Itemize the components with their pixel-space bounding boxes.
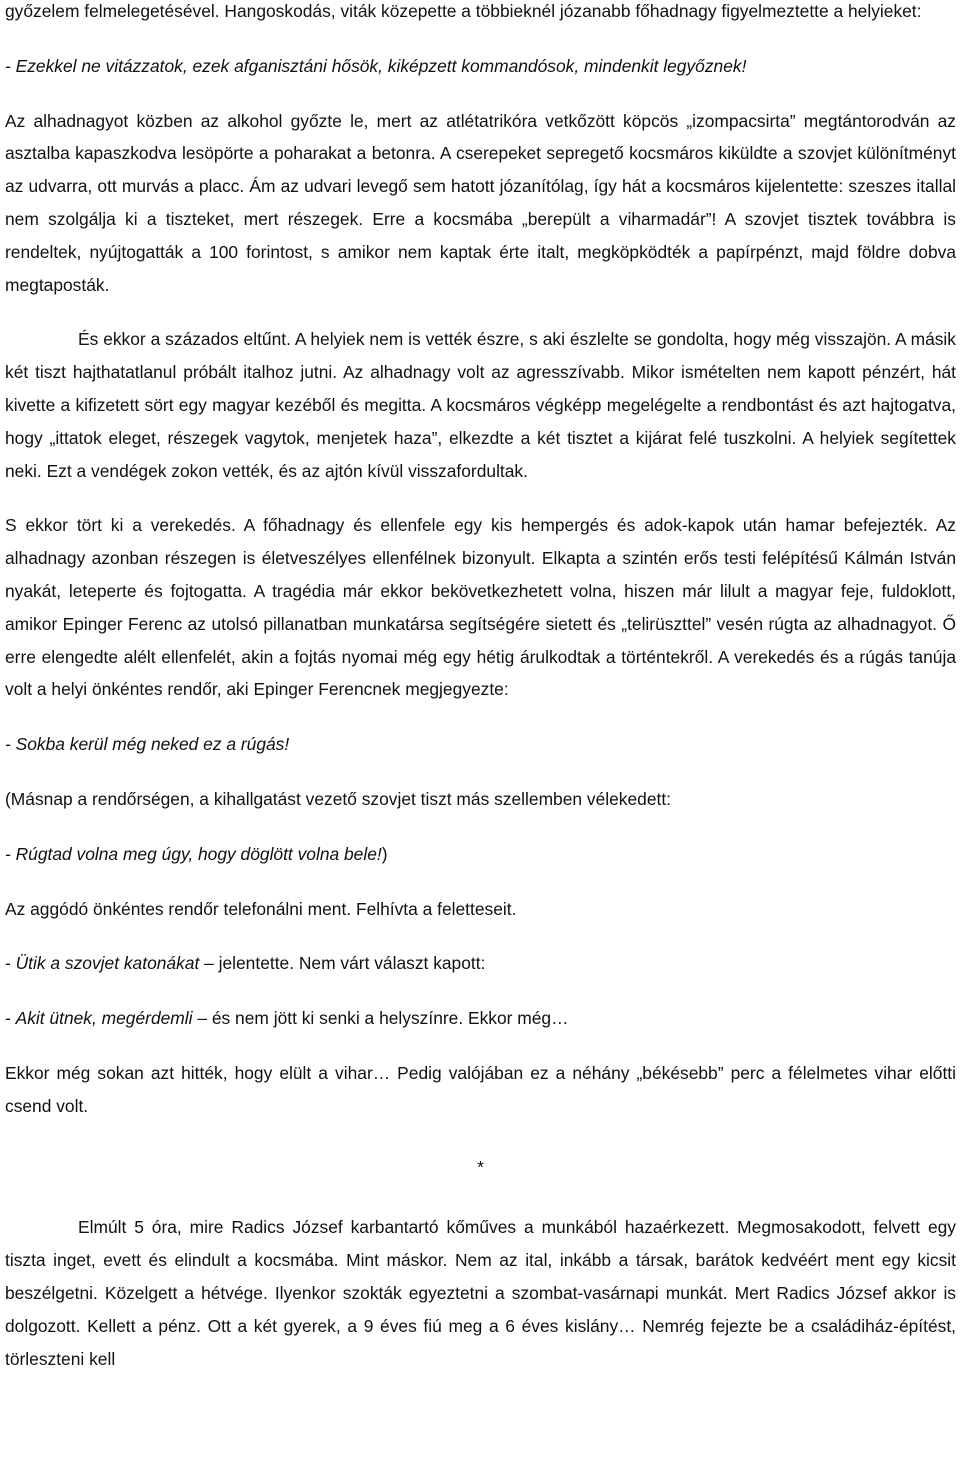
paragraph-5: S ekkor tört ki a verekedés. A főhadnagy és ellenfele egy kis hempergés és adok-kapok után hamar befejezték. Az alhadnagy azonban részegen is életveszélyes ellenfélnek bizonyult. Elkapta a szintén erős testi felépítésű Kálmán István nyakát, leteperte és fojtogatta. A tragédia már ekkor bekövetkezhetett volna, hiszen már lilult a magyar feje, fuldoklott, amikor Epinger Ferenc az utolsó pillanatban munkatársa segítségére sietett és „telirüszttel” vesén rúgta az alhadnagyot. Ő erre elengedte alélt ellenfelét, akin a fojtás nyomai még egy hétig árulkodtak a történtekről. A verekedés és a rúgás tanúja volt a helyi önkéntes rendőr, aki Epinger Ferencnek megjegyezte: xyxy=(5,515,956,700)
paragraph-8-tail: ) xyxy=(381,843,388,864)
paragraph-11-tail: – és nem jött ki senki a helyszínre. Ekkor még… xyxy=(192,1008,569,1029)
paragraph-11-lead: - xyxy=(5,1008,16,1029)
paragraph-1: győzelem felmelegetésével. Hangoskodás, viták közepette a többieknél józanabb főhadnagy figyelmeztette a helyieket: xyxy=(5,1,922,21)
paragraph-10-tail: – jelentette. Nem várt választ kapott: xyxy=(199,953,486,974)
paragraph-6-quote: - Sokba kerül még neked ez a rúgás! xyxy=(5,734,290,755)
paragraph-10-lead: - xyxy=(5,953,16,974)
paragraph-10 xyxy=(5,947,956,980)
paragraph-9: Az aggódó önkéntes rendőr telefonálni ment. Felhívta a feletteseit. xyxy=(5,898,517,919)
paragraph-10-quote: Ütik a szovjet katonákat xyxy=(15,953,200,974)
paragraph-11 xyxy=(5,1002,956,1035)
paragraph-4: És ekkor a százados eltűnt. A helyiek nem is vették észre, s aki észlelte se gondolta, hogy még visszajön. A másik két tiszt hajthatatlanul próbált italhoz jutni. Az alhadnagy volt az agresszívabb. Mikor ismételten nem kapott pénzért, hát kivette a kifizetett sört egy magyar kezéből és megitta. A kocsmáros végképp megelégelte a rendbontást és azt hajtogatva, hogy „ittatok eleget, részegek vagytok, menjetek haza”, elkezdte a két tisztet a kijárat felé tuszkolni. A helyiek segítettek neki. Ezt a vendégek zokon vették, és az ajtón kívül visszafordultak. xyxy=(5,329,956,481)
paragraph-8-quote: - Rúgtad volna meg úgy, hogy döglött volna bele! xyxy=(5,843,382,864)
paragraph-11-quote: Akit ütnek, megérdemli xyxy=(15,1008,193,1029)
paragraph-13: Elmúlt 5 óra, mire Radics József karbantartó kőműves a munkából hazaérkezett. Megmosakodott, felvett egy tiszta inget, evett és elindult a kocsmába. Mint máskor. Nem az ital, inkább a társak, barátok kedvéért ment egy kicsit beszélgetni. Közelgett a hétvége. Ilyenkor szokták egyeztetni a szombat-vasárnapi munkát. Mert Radics József akkor is dolgozott. Kellett a pénz. Ott a két gyerek, a 9 éves fiú meg a 6 éves kislány… Nemrég fejezte be a családiház-építést, törleszteni kell xyxy=(5,1217,956,1369)
paragraph-3: Az alhadnagyot közben az alkohol győzte le, mert az atlétatrikóra vetkőzött köpcös „izompacsirta” megtántorodván az asztalba kapaszkodva lesöpörte a poharakat a betonra. A cserepeket sepregető kocsmáros kiküldte a szovjet különítményt az udvarra, ott murvás a placc. Ám az udvari levegő sem hatott józanítólag, így hát a kocsmáros kijelentette: szeszes itallal nem szolgálja ki a tiszteket, mert részegek. Erre a kocsmába „berepült a viharmadár”! A szovjet tisztek továbbra is rendeltek, nyújtogatták a 100 forintost, s amikor nem kaptak érte italt, megköpködték a papírpénzt, majd földre dobva megtaposták. xyxy=(5,110,956,295)
paragraph-2-quote: - Ezekkel ne vitázzatok, ezek afganisztáni hősök, kiképzett kommandósok, mindenkit legyőznek! xyxy=(5,55,747,76)
section-separator: * xyxy=(477,1156,484,1177)
document-page xyxy=(5,0,956,1375)
paragraph-7: (Másnap a rendőrségen, a kihallgatást vezető szovjet tiszt más szellemben vélekedett: xyxy=(5,788,672,809)
paragraph-12: Ekkor még sokan azt hitték, hogy elült a vihar… Pedig valójában ez a néhány „békésebb” perc a félelmetes vihar előtti csend volt. xyxy=(5,1062,956,1116)
paragraph-8 xyxy=(5,838,956,871)
